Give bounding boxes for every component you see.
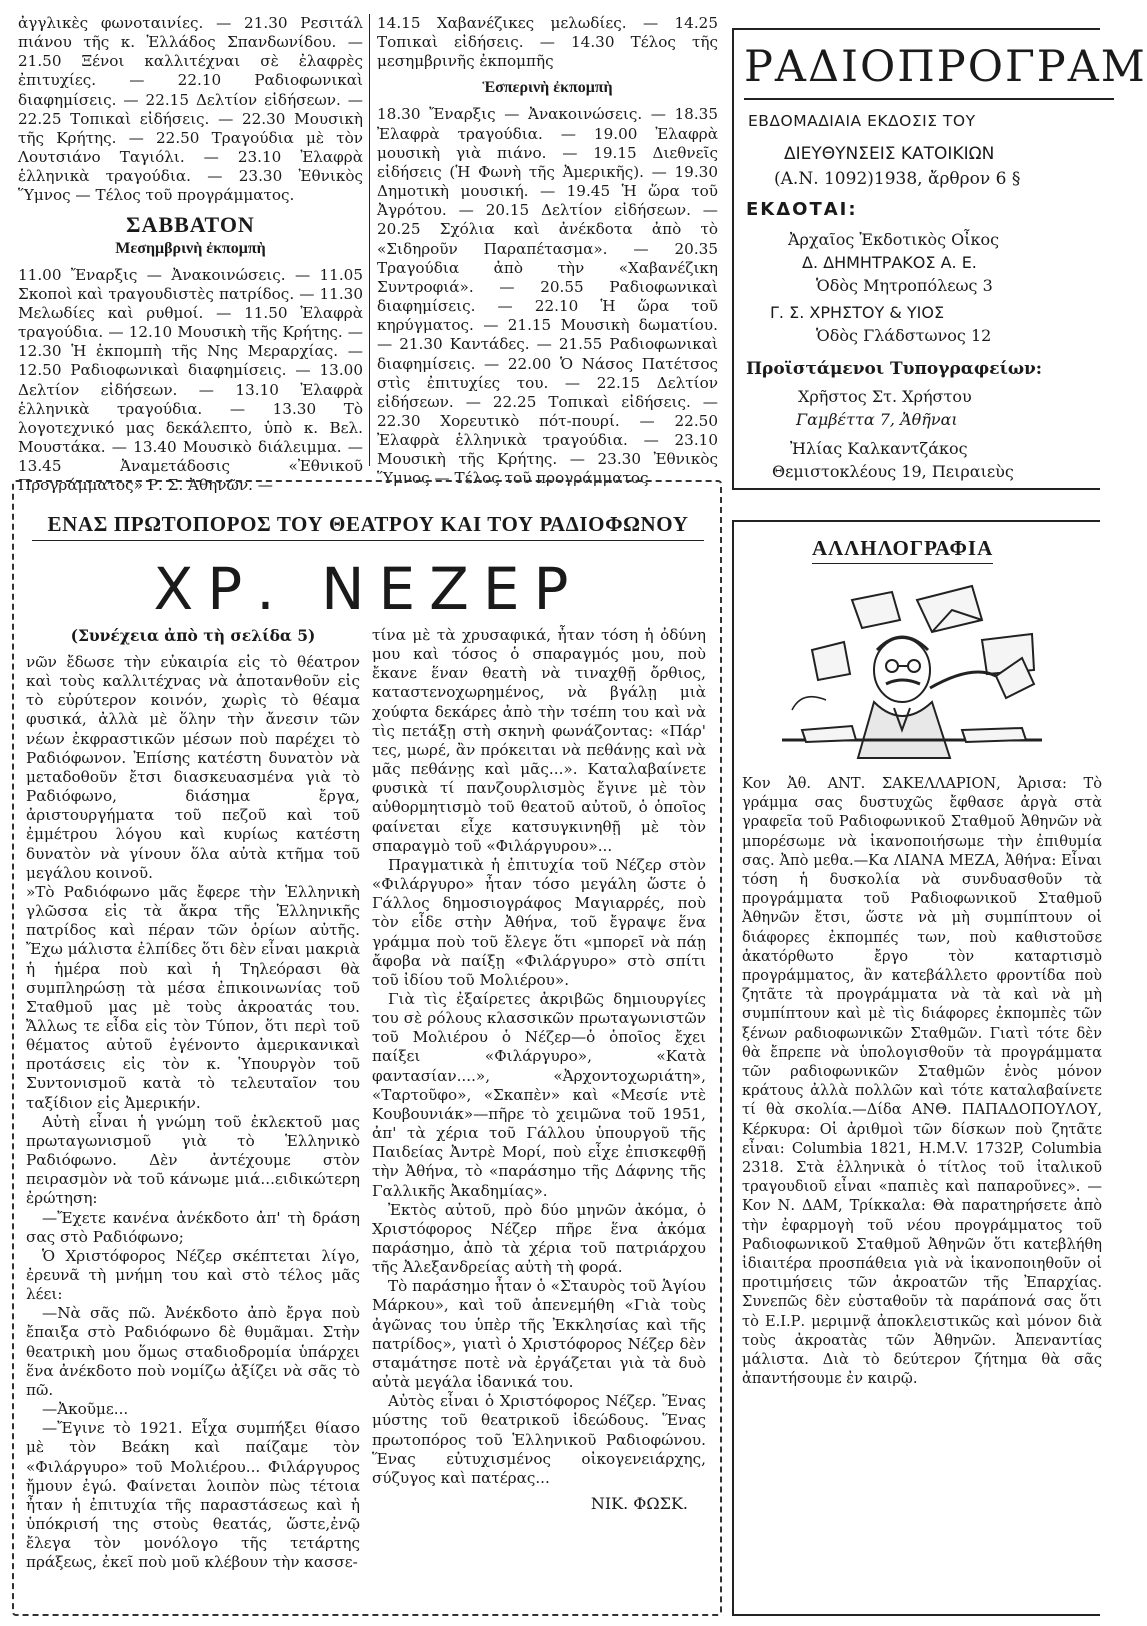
article-title: ΧΡ. ΝΕΖΕΡ xyxy=(153,555,583,623)
letters-body: Κον Ἀθ. ΑΝΤ. ΣΑΚΕΛΛΑΡΙΟΝ, Ἀρισα: Τὸ γράμμα σας δυστυχῶς ἔφθασε ἀργὰ στὰ γραφεῖα τοῦ Ραδιοφωνικοῦ Σταθμοῦ Ἀθηνῶν νὰ μπορέσωμε νὰ ἱκανοποιήσωμε τὴν ἐπιθυμία σας. Ἀπὸ μεθα.—Κα ΛΙΑΝΑ ΜΕΖΑ, Ἀθήνα: Εἶναι τόση ἡ δυσκολία νὰ συνδυασθοῦν τὰ προγράμματα τοῦ Ραδιοφωνικοῦ Σταθμοῦ Ἀθηνῶν ἔτσι, ὥστε νὰ μὴ συμπίπτουν οἱ διάφορες ἐκπομπές των, ποὺ καθιστοῦσε ἀκατόρθωτο ἔργο τὸν καταρτισμὸ προγράμματος, ἂν κατεβάλλετο φροντίδα ποὺ ζητᾶτε τὰ προγράμματα νὰ τὰ καὶ νὰ μὴ συμπίπτουν καὶ μὲ τὶς διάφορες ἐκπομπὲς τῶν ξένων ραδιοφωνικῶν Σταθμῶν. Γιατὶ τότε δὲν θὰ ἔπρεπε νὰ ὑπολογισθοῦν τὰ προγράμματα τῶν ραδιοφωνικῶν Σταθμῶν ἑνὸς μόνον κράτους ἀλλὰ πολλῶν καὶ τότε καταλαβαίνετε τί θὰ σκολία.—Δίδα ΑΝΘ. ΠΑΠΑΔΟΠΟΥΛΟΥ, Κέρκυρα: Οἱ ἀριθμοὶ τῶν δίσκων ποὺ ζητᾶτε εἶναι: Columbia 1821, H.M.V. 1732P, Columbia 2318. Στὰ ἑλληνικὰ ὁ τίτλος τοῦ ἰταλικοῦ τραγουδιοῦ εἶναι «παπιὲς καὶ παπαροῦνες». — Κον Ν. ΔΑΜ, Τρίκκαλα: Θὰ παρατηρήσετε ἀπὸ τὴν ἐφαρμογὴ τοῦ νέου προγράμματος τοῦ Ραδιοφωνικοῦ Σταθμοῦ Ἀθηνῶν ὅτι κατεβλήθη ἰδιαιτέρα προσπάθεια γιὰ νὰ ἱκανοποιηθοῦν οἱ προτιμήσεις τῶν ἀκροατῶν τῆς Ἐπαρχίας. Συνεπῶς δὲν εὐσταθοῦν τὰ παράπονά σας ὅτι τὸ Ε.Ι.Ρ. μεριμνᾷ ἀποκλειστικῶς καὶ μόνον διὰ τοὺς ἀκροατὰς τῶν Ἀθηνῶν. Ἀπεναντίας μάλιστα. Διὰ τὸ δεύτερον ζήτημα θὰ σᾶς ἀπαντήσουμε ἐν καιρῷ. xyxy=(742,775,1102,1388)
printer-2-address: Θεμιστοκλέους 19, Πειραιεὺς xyxy=(772,462,1014,481)
masthead-title: ΡΑΔΙΟΠΡΟΓΡΑΜ xyxy=(744,42,1114,100)
noon-schedule-tail: 14.15 Χαβανέζικες μελωδίες. — 14.25 Τοπικαὶ εἰδήσεις. — 14.30 Τέλος τῆς μεσημβρινῆς ἐκπομπῆς xyxy=(377,14,718,71)
article-paragraph: Γιὰ τὶς ἐξαίρετες ἀκριβῶς δημιουργίες του σὲ ρόλους κλασσικῶν πρωταγωνιστῶν τοῦ Μολιέρου ὁ Νέζερ—ὁ ὁποῖος ἔχει παίξει «Φιλάργυρο», «Κατὰ φαντασίαν....», «Ἀρχοντοχωριάτη», «Ταρτοῦφο», «Σκαπὲν» καὶ «Μεσίε ντὲ Κουβουνιάκ»—πῆρε τὸ χειμῶνα τοῦ 1951, ἀπ' τὰ χέρια τοῦ Γάλλου ὑπουργοῦ τῆς Παιδείας Ἀντρὲ Μορί, ποὺ εἶχε ἐπισκεφθῇ τὴν Ἀθήνα, τὸ «παράσημο τῆς Δάφνης τῆς Γαλλικῆς Ἀκαδημίας». xyxy=(372,989,706,1200)
saturday-noon-schedule: 11.00 Ἔναρξις — Ἀνακοινώσεις. — 11.05 Σκοποὶ καὶ τραγουδιστὲς πατρίδος. — 11.30 Μελωδίες καὶ ρυθμοί. — 11.50 Ἐλαφρὰ τραγούδια. — 12.10 Μουσικὴ τῆς Κρήτης. — 12.30 Ἡ ἐκπομπὴ τῆς Νης Μεραρχίας. — 12.50 Ραδιοφωνικαὶ διαφημίσεις. — 13.00 Δελτίον εἰδήσεων. — 13.10 Ἐλαφρὰ ἑλληνικὰ τραγούδια. — 13.30 Τὸ λογοτεχνικό μας δεκάλεπτο, ὑπὸ κ. Βελ. Μουστάκα. — 13.40 Μουσικὸ διάλειμμα. — 13.45 Ἀναμετάδοσις «Ἐθνικοῦ Προγράμματος» Ρ. Σ. Ἀθηνῶν. — xyxy=(18,265,363,495)
article-paragraph: νῶν ἔδωσε τὴν εὐκαιρία εἰς τὸ θέατρον καὶ τοὺς καλλιτέχνας νὰ ἀποτανθοῦν εἰς τὸ εὐρύτερον κοινόν, χωρὶς τὸ θέαμα φυσικά, ἀλλὰ μὲ ὅλην τὴν ἄνεσιν τῶν νέων ἐκφραστικῶν μέσων ποὺ παρέχει τὸ Ραδιόφωνον. Ἐπίσης κατέστη δυνατὸν νὰ μεταδοθοῦν ἔτσι διασκευασμένα γιὰ τὸ Ραδιόφωνο, διάσημα ἔργα, ἀριστουργήματα τοῦ πεζοῦ καὶ τοῦ ἐμμέτρου λόγου καὶ κυρίως κατέστη δυνατὸν νὰ γίνουν ὅλα αὐτὰ κτῆμα τοῦ μεγάλου κοινοῦ. xyxy=(26,653,360,882)
article-header xyxy=(24,512,712,642)
article-paragraph: Ἐκτὸς αὐτοῦ, πρὸ δύο μηνῶν ἀκόμα, ὁ Χριστόφορος Νέζερ πῆρε ἕνα ἀκόμα παράσημο, ἀπὸ τὰ χέρια τοῦ πατριάρχου τῆς Ἀλεξανδρείας αὐτὴ τὴ φορά. xyxy=(372,1200,706,1277)
continued-note: (Συνέχεια ἀπὸ τὴ σελίδα 5) xyxy=(70,626,316,645)
article-kicker: ΕΝΑΣ ΠΡΩΤΟΠΟΡΟΣ ΤΟΥ ΘΕΑΤΡΟΥ ΚΑΙ ΤΟΥ ΡΑΔΙΟΦΩΝΟΥ xyxy=(32,512,704,541)
friday-schedule-tail: ἀγγλικὲς φωνοταινίες. — 21.30 Ρεσιτάλ πιάνου τῆς κ. Ἑλλάδος Σπανδωνίδου. — 21.50 Ξένοι καλλιτέχναι σὲ ἐλαφρὲς ἐπιτυχίες. — 22.10 Ραδιοφωνικαὶ διαφημίσεις. — 22.15 Δελτίον εἰδήσεων. — 22.25 Τοπικαὶ εἰδήσεις. — 22.30 Μουσικὴ τῆς Κρήτης. — 22.50 Τραγούδια μὲ τὸν Λουτσιάνο Ταγιόλι. — 23.10 Ἐλαφρὰ ἑλληνικὰ τραγούδια. — 23.30 Ἐθνικὸς Ὕμνος — Τέλος τοῦ προγράμματος. xyxy=(18,14,363,205)
letters-box xyxy=(732,520,1100,1616)
radio-column-1 xyxy=(18,14,363,495)
printers-label: Προϊστάμενοι Τυπογραφείων: xyxy=(746,359,1043,379)
publishers-label: ΕΚΔΟΤΑΙ: xyxy=(746,199,858,220)
publisher-2-address: Ὁδὸς Γλάδστωνος 12 xyxy=(816,326,992,345)
evening-broadcast-heading: Ἑσπερινὴ ἐκπομπὴ xyxy=(482,79,613,97)
article-paragraph: —Νὰ σᾶς πῶ. Ἀνέκδοτο ἀπὸ ἔργα ποὺ ἔπαιξα στὸ Ραδιόφωνο δὲ θυμᾶμαι. Στὴν θεατρικὴ μου ὅμως σταδιοδρομία ὑπάρχει ἕνα ἀνέκδοτο ποὺ νομίζω ἀξίζει νὰ σᾶς τὸ πῶ. xyxy=(26,1304,360,1399)
publisher-1-address: Ὁδὸς Μητροπόλεως 3 xyxy=(816,276,993,295)
article-paragraph: Αὐτὴ εἶναι ἡ γνώμη τοῦ ἐκλεκτοῦ μας πρωταγωνισμοῦ γιὰ τὸ Ἑλληνικὸ Ραδιόφωνο. Δὲν ἀντέχουμε στὸν πειρασμὸν νὰ τοῦ κάνωμε μιά...ειδικώτερη ἐρώτηση: xyxy=(26,1112,360,1208)
article-paragraph: Τὸ παράσημο ἦταν ὁ «Σταυρὸς τοῦ Ἁγίου Μάρκου», καὶ τοῦ ἀπενεμήθη «Γιὰ τοὺς ἀγῶνας του ὑπὲρ τῆς Ἐκκλησίας καὶ τῆς πατρίδος», γιατὶ ὁ Χριστόφορος Νέζερ δὲν σταμάτησε ποτὲ νὰ ἐργάζεται γιὰ τὰ δυὸ αὐτὰ μεγάλα ἰδανικά του. xyxy=(372,1277,706,1392)
article-paragraph: —Ἔγινε τὸ 1921. Εἶχα συμπήξει θίασο μὲ τὸν Βεάκη καὶ παίζαμε τὸν «Φιλάργυρο» τοῦ Μολιέρου... Φιλάργυρος ἤμουν ἐγώ. Φαίνεται λοιπὸν πὼς τέτοια ἦταν ἡ ἐπιτυχία τῆς παραστάσεως καὶ ἡ ὑπόκρισή της στοὺς θεατάς, ὥστε,ἐνῷ ἔλεγα τὸν μονόλογο τῆς τετάρτης πράξεως, ἐκεῖ ποὺ μοῦ κλέβουν τὴν κασσε- xyxy=(26,1419,360,1572)
printer-1-name: Χρῆστος Στ. Χρήστου xyxy=(798,387,972,406)
masthead-directors: ΔΙΕΥΘΥΝΣΕΙΣ ΚΑΤΟΙΚΙΩΝ xyxy=(784,144,995,164)
publisher-1-company: Δ. ΔΗΜΗΤΡΑΚΟΣ Α. Ε. xyxy=(802,253,977,272)
publisher-1-name: Ἀρχαῖος Ἐκδοτικὸς Οἶκος xyxy=(788,230,1000,249)
masthead-law-reference: (Α.Ν. 1092)1938, ἄρθρον 6 § xyxy=(774,169,1021,189)
article-column-2 xyxy=(372,626,706,1610)
article-paragraph: Πραγματικὰ ἡ ἐπιτυχία τοῦ Νέζερ στὸν «Φιλάργυρο» ἦταν τόσο μεγάλη ὥστε ὁ Γάλλος δημοσιογράφος Μαγιαρρές, ποὺ τὸν εἶδε στὴν Ἀθήνα, τοῦ ἔγραψε ἕνα γράμμα ποὺ τοῦ ἔλεγε ὅτι «μπορεῖ νὰ πάῃ ἄφοβα νὰ παίξῃ «Φιλάργυρο» στὸ σπίτι τοῦ ἰδίου τοῦ Μολιέρου». xyxy=(372,855,706,989)
article-paragraph: —Ἔχετε κανένα ἀνέκδοτο ἀπ' τὴ δράση σας στὸ Ραδιόφωνο; xyxy=(26,1208,360,1246)
article-paragraph: Αὐτὸς εἶναι ὁ Χριστόφορος Νέζερ. Ἕνας μύστης τοῦ θεατρικοῦ ἰδεώδους. Ἕνας πρωτοπόρος τοῦ Ἑλληνικοῦ Ραδιοφώνου. Ἕνας εὐτυχισμένος οἰκογενειάρχης, σύζυγος καὶ πατέρας... xyxy=(372,1392,706,1487)
masthead-edition: ΕΒΔΟΜΑΔΙΑΙΑ ΕΚΔΟΣΙΣ ΤΟΥ xyxy=(748,112,976,130)
radio-column-2 xyxy=(377,14,718,488)
publisher-2-name: Γ. Σ. ΧΡΗΣΤΟΥ & ΥΙΟΣ xyxy=(770,303,945,322)
article-column-1 xyxy=(26,626,360,1610)
article-byline: ΝΙΚ. ΦΩΣΚ. xyxy=(590,1494,688,1514)
day-heading-saturday: ΣΑΒΒΑΤΟΝ xyxy=(126,211,255,237)
article-paragraph: —Ἀκοῦμε... xyxy=(42,1400,129,1419)
masthead-box xyxy=(732,28,1147,490)
column-divider xyxy=(369,14,370,466)
cartoon-illustration xyxy=(782,580,1042,758)
printer-2-name: Ἠλίας Καλκαντζάκος xyxy=(790,439,968,458)
printer-1-address: Γαμβέττα 7, Ἀθῆναι xyxy=(796,410,958,429)
noon-broadcast-subheading: Μεσημβρινὴ ἐκπομπὴ xyxy=(115,239,266,257)
letters-title: ΑΛΛΗΛΟΓΡΑΦΙΑ xyxy=(812,536,993,564)
article-paragraph: τίνα μὲ τὰ χρυσαφικά, ἦταν τόση ἡ ὀδύνη μου καὶ τόσος ὁ σπαραγμός μου, ποὺ ἔκανε ἕναν θεατὴ νὰ τιναχθῇ ὄρθιος, καταστενοχωρημένος, νὰ βγάλῃ μιὰ χούφτα δεκάρες ἀπὸ τὴν τσέπη του καὶ νὰ τὶς πετάξῃ στὴ σκηνὴ φωνάζοντας: «Πάρ' τες, μωρέ, ἂν πρόκειται νὰ πεθάνῃς καὶ νὰ μᾶς πεθάνῃς καὶ μᾶς...». Καταλαβαίνετε φυσικὰ τί πανζουρλισμὸς ἔγινε μὲ τὸν αὐθορμητισμὸ τοῦ θεατοῦ αὐτοῦ, ὁ ὁποῖος φαίνεται εἶχε κατσυγκινηθῇ μὲ τὸν σπαραγμὸ τοῦ «Φιλάργυρου»... xyxy=(372,626,706,855)
article-paragraph: »Τὸ Ραδιόφωνο μᾶς ἔφερε τὴν Ἑλληνικὴ γλῶσσα εἰς τὰ ἄκρα τῆς Ἑλληνικῆς πατρίδος καὶ πέραν τῶν ὁρίων αὐτῆς. Ἔχω μάλιστα ἐλπίδες ὅτι δὲν εἶναι μακριὰ ἡ ἡμέρα ποὺ καὶ ἡ Τηλεόρασι θὰ συμπληρώσῃ τὰ μέσα ἐπικοινωνίας τοῦ Σταθμοῦ μας μὲ τοὺς ἀκροατάς του. Ἄλλως τε εἶδα εἰς τὸν Τύπον, ὅτι περὶ τοῦ θέματος αὐτοῦ ἐγένοντο ἀμερικανικαὶ προτάσεις εἰς τὸν κ. Ὑπουργὸν τοῦ Συντονισμοῦ κατὰ τὸ τελευταῖον του ταξίδιον εἰς Ἀμερικήν. xyxy=(26,882,360,1112)
evening-schedule: 18.30 Ἔναρξις — Ἀνακοινώσεις. — 18.35 Ἐλαφρὰ τραγούδια. — 19.00 Ἐλαφρὰ μουσικὴ γιὰ πιάνο. — 19.15 Διεθνεῖς εἰδήσεις (Ἡ Φωνὴ τῆς Ἀμερικῆς). — 19.30 Δημοτικὴ μουσική. — 19.45 Ἡ ὥρα τοῦ Ἀγρότου. — 20.15 Δελτίον εἰδήσεων. — 20.25 Σχόλια καὶ ἀνέκδοτα ἀπὸ τὸ «Σιδηροῦν Παραπέτασμα». — 20.35 Τραγούδια ἀπὸ τὴν «Χαβανέζικη Συντροφιά». — 20.55 Ραδιοφωνικαὶ διαφημίσεις. — 22.10 Ἡ ὥρα τοῦ κηρύγματος. — 21.15 Μουσικὴ δωματίου. — 21.30 Καντάδες. — 21.55 Ραδιοφωνικαὶ διαφημίσεις. — 22.00 Ὁ Νάσος Πατέτσος στὶς ἐπιτυχίες του. — 22.15 Δελτίον εἰδήσεων. — 22.25 Τοπικαὶ εἰδήσεις. — 22.30 Χορευτικὸ πότ-πουρί. — 22.50 Ἐλαφρὰ ἑλληνικὰ τραγούδια. — 23.10 Μουσικὴ τῆς Κρήτης. — 23.30 Ἐθνικὸς Ὕμνος — Τέλος τοῦ προγράμματος xyxy=(377,105,718,488)
article-paragraph: Ὁ Χριστόφορος Νέζερ σκέπτεται λίγο, ἐρευνᾶ τὴ μνήμη του καὶ στὸ τέλος μᾶς λέει: xyxy=(26,1246,360,1304)
